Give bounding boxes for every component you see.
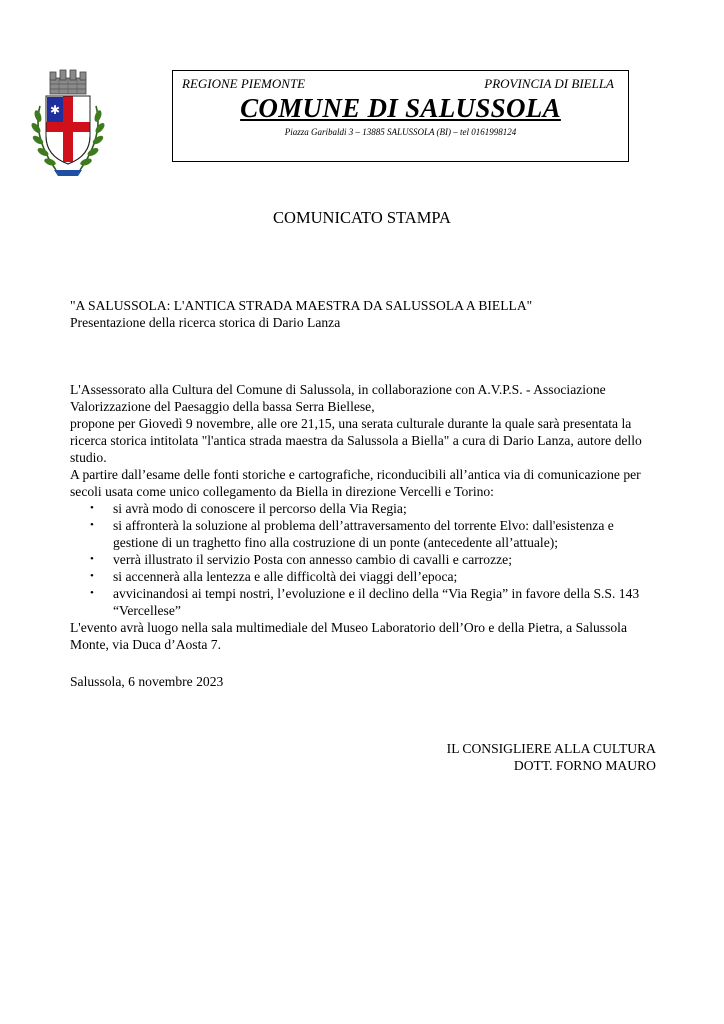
region-label: REGIONE PIEMONTE — [182, 76, 306, 91]
document-title: COMUNICATO STAMPA — [273, 208, 451, 227]
subject-block — [70, 297, 660, 331]
program-list — [70, 500, 660, 619]
list-item: • si affronterà la soluzione al problema dell’attraversamento del torrente Elvo: dall'esistenza e gestione di un traghetto fino alla costruzione di un ponte (antecedente all’attuale); — [70, 517, 660, 551]
svg-text:✱: ✱ — [49, 103, 61, 117]
body-text — [70, 381, 660, 653]
municipality-title: COMUNE DI SALUSSOLA — [240, 93, 561, 123]
letterhead-box — [172, 70, 629, 162]
body-paragraph-4: L'evento avrà luogo nella sala multimediale del Museo Laboratorio dell’Oro e della Pietra, a Salussola Monte, via Duca d’Aosta 7. — [70, 620, 627, 652]
body-paragraph-1: L'Assessorato alla Cultura del Comune di Salussola, in collaborazione con A.V.P.S. - Associazione Valorizzazione del Paesaggio della bassa Serra Biellese, — [70, 382, 606, 414]
municipal-crest-logo — [30, 66, 106, 178]
list-item: • verrà illustrato il servizio Posta con annesso cambio di cavalli e carrozze; — [70, 551, 660, 568]
shield-icon — [46, 96, 90, 164]
body-paragraph-2: propone per Giovedì 9 novembre, alle ore 21,15, una serata culturale durante la quale sarà presentata la ricerca storica intitolata "l'antica strada maestra da Salussola a Biella" a cura di Dario Lanza, autore dello studio. — [70, 416, 642, 465]
signature-name: DOTT. FORNO MAURO — [513, 758, 656, 773]
municipality-address: Piazza Garibaldi 3 – 13885 SALUSSOLA (BI) – tel 0161998124 — [284, 127, 517, 137]
province-label: PROVINCIA DI BIELLA — [484, 76, 614, 91]
subject-subline: Presentazione della ricerca storica di Dario Lanza — [70, 315, 341, 330]
date-line: Salussola, 6 novembre 2023 — [70, 674, 224, 689]
list-item: • si avrà modo di conoscere il percorso della Via Regia; — [70, 500, 660, 517]
signature-block — [447, 740, 656, 774]
list-item: • si accennerà alla lentezza e alle difficoltà dei viaggi dell’epoca; — [70, 568, 660, 585]
signature-role: IL CONSIGLIERE ALLA CULTURA — [446, 741, 656, 756]
subject-line: "A SALUSSOLA: L'ANTICA STRADA MAESTRA DA SALUSSOLA A BIELLA" — [70, 298, 533, 313]
crown-icon — [50, 70, 86, 94]
list-item: • avvicinandosi ai tempi nostri, l’evoluzione e il declino della “Via Regia” in favore della S.S. 143 “Vercellese” — [70, 585, 660, 619]
body-paragraph-3: A partire dall’esame delle fonti storiche e cartografiche, riconducibili all’antica via di comunicazione per secoli usata come unico collegamento da Biella in direzione Vercelli e Torino: — [70, 467, 641, 499]
